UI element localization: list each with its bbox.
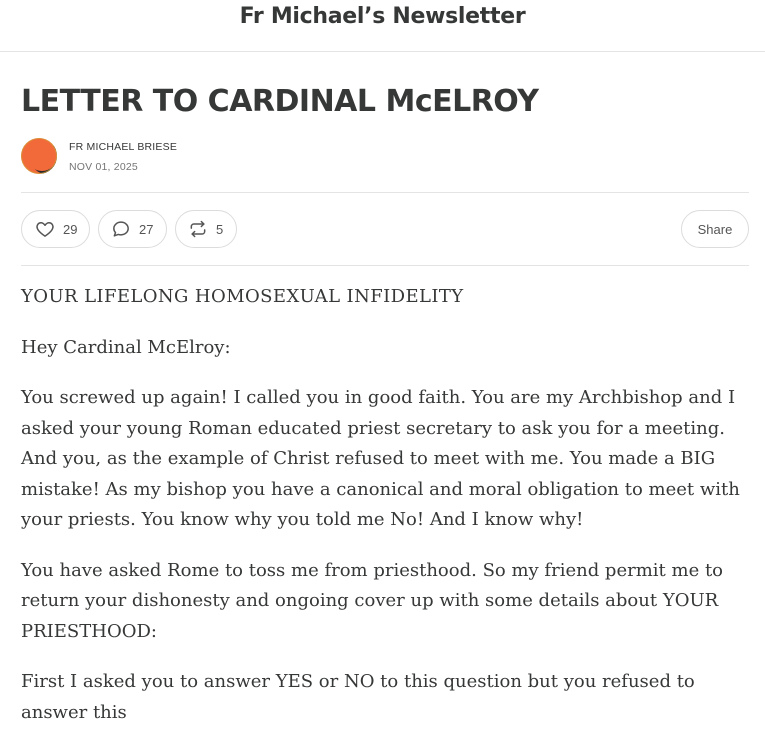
body-paragraph: You have asked Rome to toss me from priesthood. So my friend permit me to return your dishonesty and ongoing cover up with some details about YOUR PRIESTHOOD: [21, 559, 724, 642]
restack-count: 5 [216, 221, 224, 237]
comment-button[interactable] [98, 210, 167, 248]
post-date: NOV 01, 2025 [69, 161, 138, 173]
like-count: 29 [63, 221, 78, 237]
post-title: LETTER TO CARDINAL McELROY [21, 84, 539, 119]
restack-button[interactable] [175, 210, 237, 248]
share-button[interactable] [681, 210, 749, 248]
author-name[interactable]: FR MICHAEL BRIESE [69, 141, 178, 153]
share-label: Share [697, 221, 733, 237]
heart-icon [35, 219, 55, 239]
post-subheading: YOUR LIFELONG HOMOSEXUAL INFIDELITY [21, 286, 464, 307]
restack-arrows-icon [188, 219, 208, 239]
publication-header [0, 0, 765, 52]
body-paragraph: First I asked you to answer YES or NO to this question but you refused to answer this [21, 671, 695, 723]
body-paragraph: You screwed up again! I called you in good faith. You are my Archbishop and I asked your young Roman educated priest secretary to ask you for a meeting. And you, as the example of Christ refused to meet with me. You made a BIG mistake! As my bishop you have a canonical and moral obligation to meet with your priests. You know why you told me No! And I know why! [21, 387, 740, 530]
publication-title[interactable]: Fr Michael’s Newsletter [239, 4, 526, 29]
comment-count: 27 [139, 221, 154, 237]
author-avatar[interactable] [21, 138, 57, 174]
divider-top [21, 192, 749, 193]
like-button[interactable] [21, 210, 90, 248]
divider-bottom [21, 265, 749, 266]
speech-bubble-icon [111, 219, 131, 239]
post-body [21, 282, 749, 748]
greeting-paragraph: Hey Cardinal McElroy: [21, 336, 231, 358]
byline [21, 138, 421, 174]
